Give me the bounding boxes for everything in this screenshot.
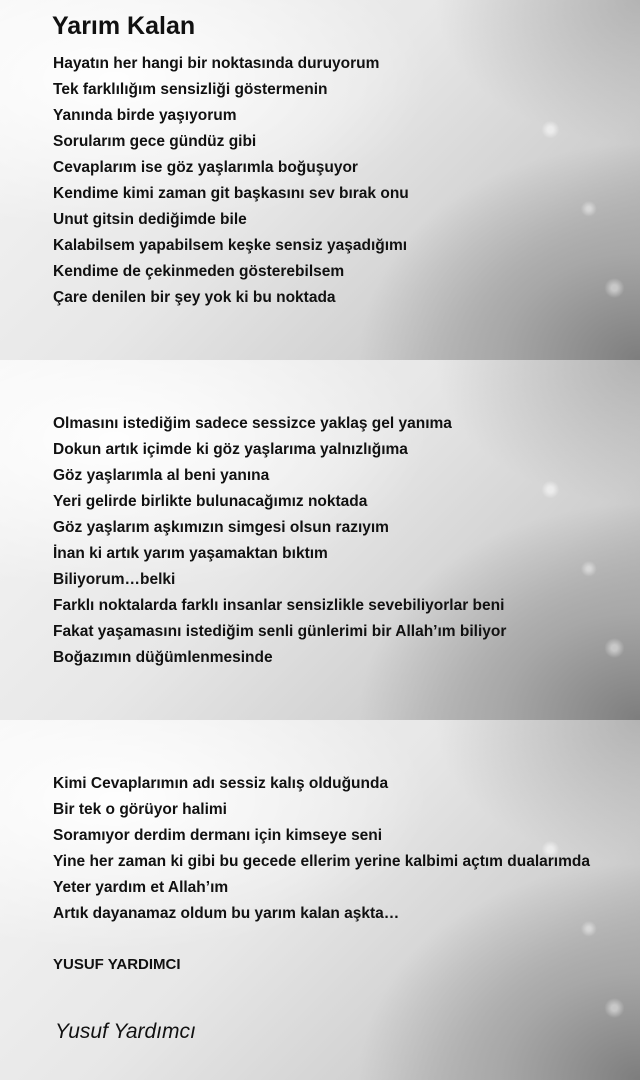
poem-line: Tek farklılığım sensizliği göstermenin	[53, 81, 328, 98]
poem-panel-3	[0, 720, 640, 1080]
poem-line: Farklı noktalarda farklı insanlar sensizlikle sevebiliyorlar beni	[53, 597, 505, 614]
poem-panel-2	[0, 360, 640, 720]
stanza-1	[53, 54, 409, 314]
poem-line: Kendime de çekinmeden gösterebilsem	[53, 263, 345, 280]
poem-line: Artık dayanamaz oldum bu yarım kalan aşkta…	[53, 905, 400, 922]
poem-line: Kimi Cevaplarımın adı sessiz kalış olduğunda	[53, 775, 389, 792]
poem-line: Fakat yaşamasını istediğim senli günlerimi bir Allah’ım biliyor	[53, 623, 507, 640]
stanza-3	[53, 774, 590, 930]
poem-line: Hayatın her hangi bir noktasında duruyorum	[53, 55, 380, 72]
author-name-caps: YUSUF YARDIMCI	[53, 956, 181, 973]
poem-line: Biliyorum…belki	[53, 571, 176, 588]
poem-line: Yine her zaman ki gibi bu gecede ellerim yerine kalbimi açtım dualarımda	[53, 853, 590, 870]
poem-line: Bir tek o görüyor halimi	[53, 801, 227, 818]
poem-line: Yanında birde yaşıyorum	[53, 107, 237, 124]
poem-line: Göz yaşlarım aşkımızın simgesi olsun razıyım	[53, 519, 389, 536]
poem-line: Cevaplarım ise göz yaşlarımla boğuşuyor	[53, 159, 358, 176]
poem-line: Kendime kimi zaman git başkasını sev bırak onu	[53, 185, 409, 202]
poem-line: Soramıyor derdim dermanı için kimseye seni	[53, 827, 383, 844]
poem-line: Boğazımın düğümlenmesinde	[53, 649, 273, 666]
poem-line: Dokun artık içimde ki göz yaşlarıma yalnızlığıma	[53, 441, 408, 458]
poem-line: Sorularım gece gündüz gibi	[53, 133, 257, 150]
poem-line: Yeter yardım et Allah’ım	[53, 879, 229, 896]
poem-line: Yeri gelirde birlikte bulunacağımız noktada	[53, 493, 368, 510]
poem-title: Yarım Kalan	[52, 12, 196, 40]
poem-line: Göz yaşlarımla al beni yanına	[53, 467, 270, 484]
stanza-2	[53, 414, 506, 674]
poem-line: Çare denilen bir şey yok ki bu noktada	[53, 289, 336, 306]
poem-panel-1	[0, 0, 640, 360]
poem-line: Kalabilsem yapabilsem keşke sensiz yaşadığımı	[53, 237, 408, 254]
author-signature: Yusuf Yardımcı	[55, 1020, 196, 1043]
poem-line: İnan ki artık yarım yaşamaktan bıktım	[53, 545, 328, 562]
poem-line: Unut gitsin dediğimde bile	[53, 211, 247, 228]
poem-line: Olmasını istediğim sadece sessizce yaklaş gel yanıma	[53, 415, 452, 432]
